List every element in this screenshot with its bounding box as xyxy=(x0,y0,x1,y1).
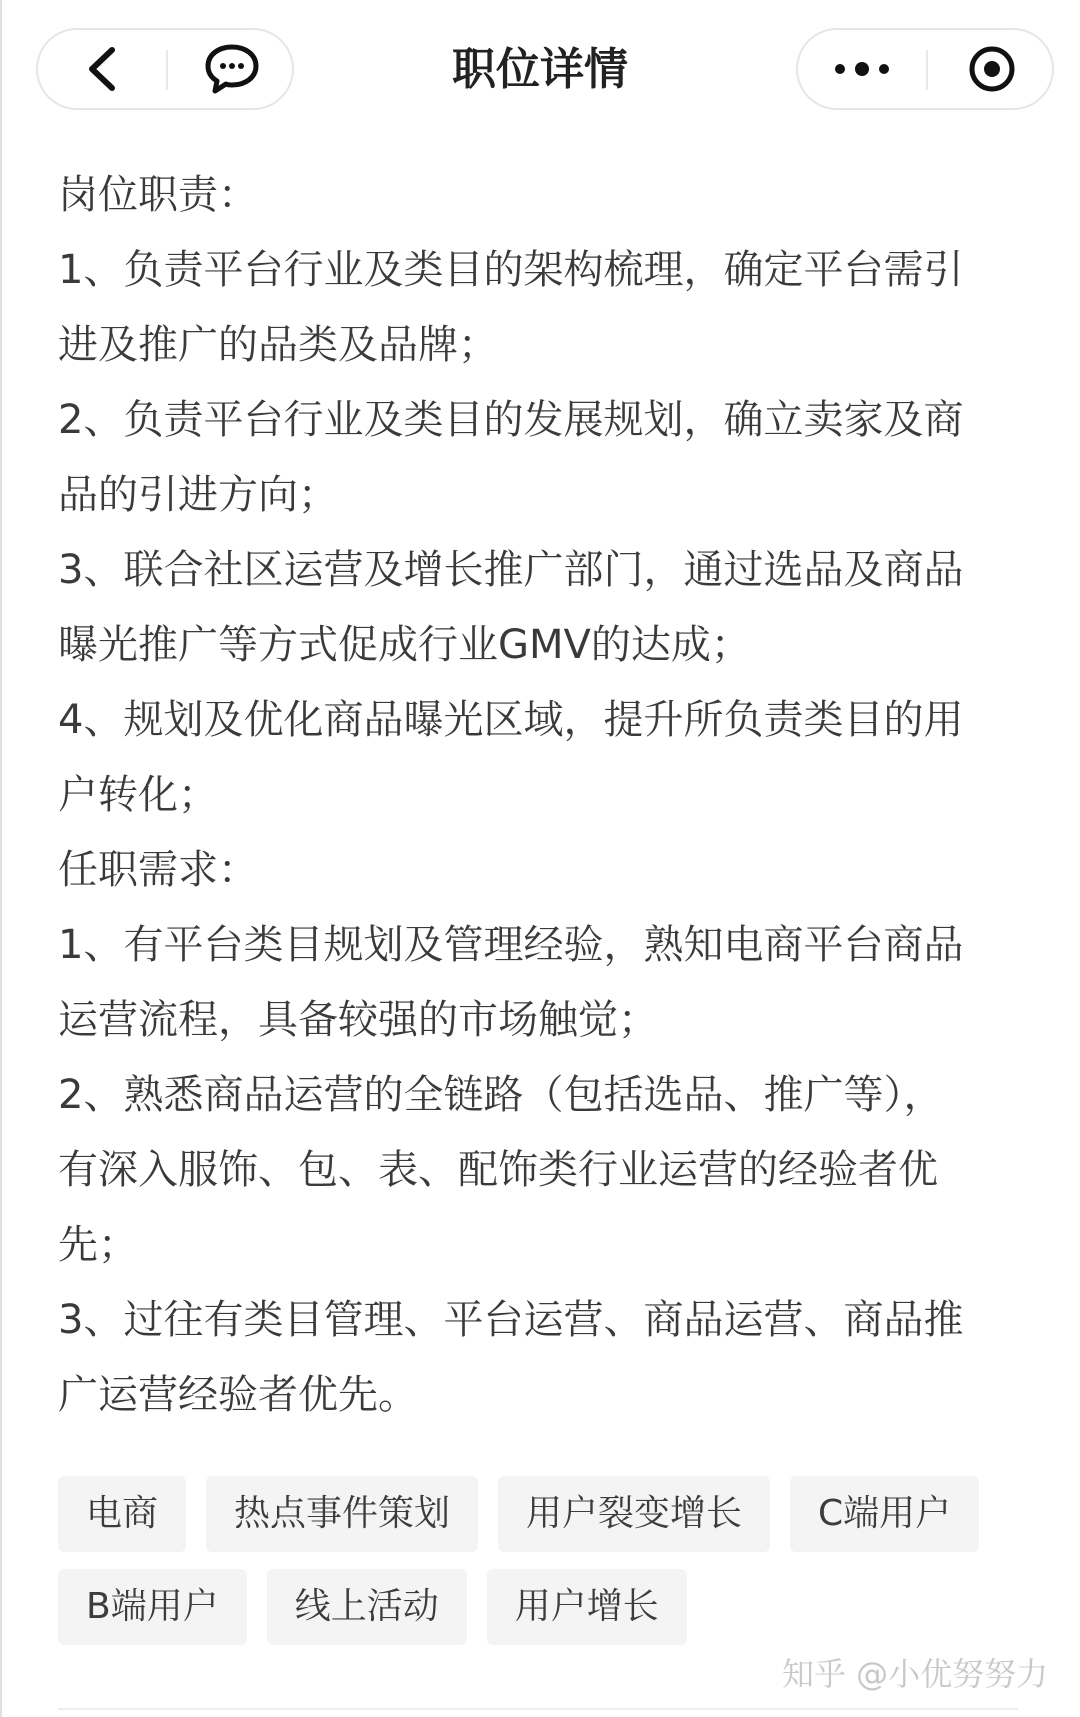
text-line: 岗位职责： xyxy=(58,172,258,218)
text-line: 2、熟悉商品运营的全链路（包括选品、推广等）， xyxy=(58,1072,944,1118)
text-line: 有深入服饰、包、表、配饰类行业运营的经验者优 xyxy=(58,1147,938,1193)
tag-ecommerce[interactable]: 电商 xyxy=(58,1476,186,1552)
text-line: 户转化； xyxy=(58,772,218,818)
left-edge-line xyxy=(0,0,2,1717)
text-line: 2、负责平台行业及类目的发展规划，确立卖家及商 xyxy=(58,397,964,443)
text-line: 运营流程，具备较强的市场触觉； xyxy=(58,997,658,1043)
text-line: 1、负责平台行业及类目的架构梳理，确定平台需引 xyxy=(58,247,964,293)
tag-online-activity[interactable]: 线上活动 xyxy=(267,1569,467,1645)
right-capsule xyxy=(796,28,1054,110)
watermark: 知乎 @小优努努力 xyxy=(782,1655,1049,1693)
text-line: 进及推广的品类及品牌； xyxy=(58,322,498,368)
top-navigation-bar xyxy=(0,0,1080,140)
text-line: 任职需求： xyxy=(58,847,258,893)
more-dots-icon xyxy=(832,59,892,79)
job-description xyxy=(58,158,1018,1433)
record-target-icon xyxy=(967,44,1017,94)
text-line: 先； xyxy=(58,1222,138,1268)
text-line: 曝光推广等方式促成行业GMV的达成； xyxy=(58,622,751,668)
tag-user-growth[interactable]: 用户增长 xyxy=(487,1569,687,1645)
tag-row xyxy=(58,1476,1018,1552)
text-line: 1、有平台类目规划及管理经验，熟知电商平台商品 xyxy=(58,922,964,968)
page-title: 职位详情 xyxy=(452,44,628,95)
close-miniprogram-button[interactable] xyxy=(928,30,1056,108)
tag-hot-event-planning[interactable]: 热点事件策划 xyxy=(206,1476,478,1552)
more-button[interactable] xyxy=(798,30,926,108)
tag-user-fission-growth[interactable]: 用户裂变增长 xyxy=(498,1476,770,1552)
tag-row xyxy=(58,1569,1018,1645)
text-line: 3、联合社区运营及增长推广部门，通过选品及商品 xyxy=(58,547,964,593)
text-line: 4、规划及优化商品曝光区域，提升所负责类目的用 xyxy=(58,697,964,743)
text-line: 广运营经验者优先。 xyxy=(58,1372,418,1418)
tag-c-end-users[interactable]: C端用户 xyxy=(790,1476,979,1552)
job-tags xyxy=(58,1476,1018,1662)
text-line: 品的引进方向； xyxy=(58,472,338,518)
bottom-divider xyxy=(58,1708,1018,1710)
text-line: 3、过往有类目管理、平台运营、商品运营、商品推 xyxy=(58,1297,964,1343)
tag-b-end-users[interactable]: B端用户 xyxy=(58,1569,247,1645)
